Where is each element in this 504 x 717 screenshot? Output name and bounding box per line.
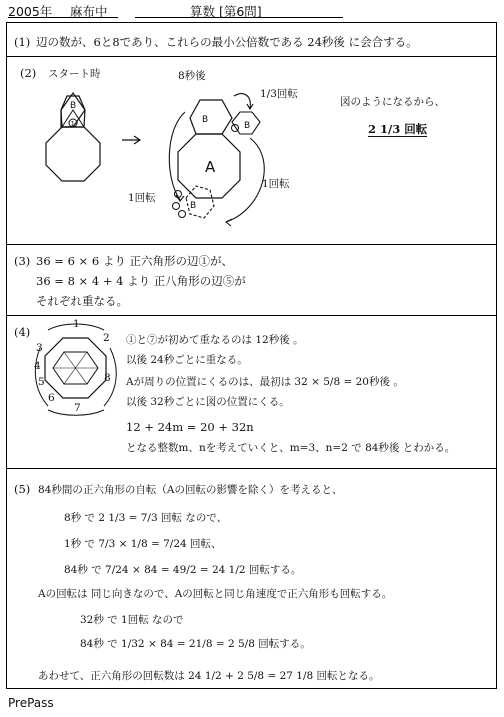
oct-label-8: 8	[104, 372, 111, 384]
divider-4	[7, 468, 496, 469]
divider-3	[7, 315, 496, 316]
p5-line6: 32秒 で 1回転 なので	[80, 614, 184, 626]
p2-note: 図のようになるから、	[340, 96, 445, 108]
p5-line4: 84秒 で 7/24 × 84 = 49/2 = 24 1/2 回転する。	[64, 564, 302, 576]
p4-equation: 12 + 24m = 20 + 32n	[126, 420, 254, 434]
p2-after-label: 8秒後	[178, 70, 206, 82]
p4-line4: 以後 32秒ごとに図の位置にくる。	[126, 396, 290, 408]
header-year: 2005年	[8, 4, 53, 19]
p5-line2: 8秒 で 2 1/3 = 7/3 回転 なので、	[64, 512, 228, 524]
p3-line3: それぞれ重なる。	[36, 294, 128, 308]
p5-number: (5)	[14, 482, 31, 496]
p2-rot-left: 1回転	[128, 192, 156, 204]
p3-number: (3)	[14, 254, 31, 268]
p5-line3: 1秒 で 7/3 × 1/8 = 7/24 回転、	[64, 538, 222, 550]
oct-label-2: 2	[103, 332, 110, 344]
start-vertex-1: 1	[70, 120, 75, 128]
after-vertex-b3: B	[190, 201, 197, 211]
p1-number: (1)	[14, 35, 31, 49]
start-octagon	[46, 127, 100, 181]
start-vertex-b: B	[70, 101, 77, 111]
p4-line5: となる整数m、nを考えていくと、m=3、n=2 で 84秒後 とわかる。	[126, 442, 456, 454]
p3-line1: 36 = 6 × 6 より 正六角形の辺①が、	[36, 254, 233, 268]
p1-text: 辺の数が、6と8であり、これらの最小公倍数である 24秒後 に会合する。	[36, 35, 418, 49]
after-hexagon-top	[190, 100, 232, 134]
p5-line5: Aの回転は 同じ向きなので、Aの回転と同じ角速度で正六角形も回転する。	[38, 588, 393, 600]
header-school: 麻布中	[70, 4, 108, 19]
p5-line1: 84秒間の正六角形の自転（Aの回転の影響を除く）を考えると、	[38, 484, 343, 496]
p2-rot-top: 1/3回転	[260, 88, 298, 100]
p2-rot-right: 1回転	[262, 178, 290, 190]
p4-line2: 以後 24秒ごとに重なる。	[126, 354, 248, 366]
oct-label-5: 5	[38, 376, 45, 388]
oct-label-7: 7	[74, 402, 81, 414]
oct-label-6: 6	[48, 392, 55, 404]
label-A: A	[205, 158, 216, 176]
p3-line2: 36 = 8 × 4 + 4 より 正八角形の辺⑤が	[36, 274, 246, 288]
after-vertex-b2: B	[244, 121, 251, 131]
oct-label-3: 3	[36, 342, 43, 354]
p5-line8: あわせて、正六角形の回転数は 24 1/2 + 2 5/8 = 27 1/8 回転となる。	[38, 670, 380, 682]
p2-start-label: スタート時	[48, 68, 101, 80]
p4-line1: ①と⑦が初めて重なるのは 12秒後 。	[126, 334, 304, 346]
oct-label-1: 1	[73, 318, 80, 330]
header-subject: 算数 [第6問]	[190, 4, 262, 19]
p2-figure	[0, 0, 504, 245]
p2-number: (2)	[20, 66, 37, 80]
after-vertex-b1: B	[202, 115, 209, 125]
p4-line3: Aが周りの位置にくるのは、最初は 32 × 5/8 = 20秒後 。	[126, 376, 404, 388]
p5-line7: 84秒 で 1/32 × 84 = 21/8 = 2 5/8 回転する。	[80, 638, 311, 650]
p4-number: (4)	[14, 325, 31, 339]
footer-brand: PrePass	[8, 696, 54, 710]
p2-answer: 2 1/3 回転	[368, 122, 428, 136]
oct-label-4: 4	[34, 360, 41, 372]
